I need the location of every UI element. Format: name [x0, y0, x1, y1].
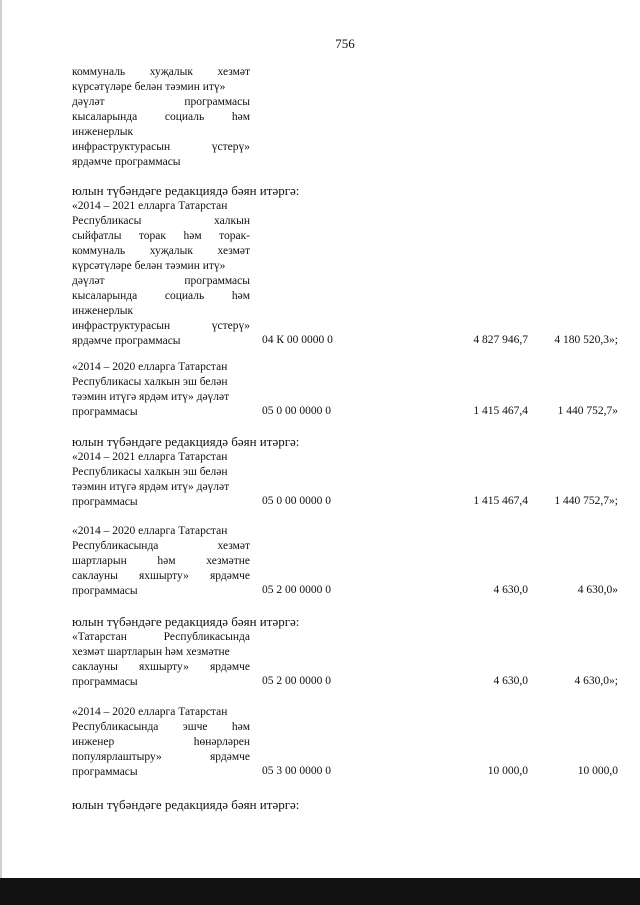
text-line: программасы — [72, 585, 138, 597]
amount-value-2: 4 180 520,3»; — [554, 334, 618, 346]
text-line: кысаларында социаль һәм — [72, 290, 250, 302]
text-line: шартларын һәм хезмәтне — [72, 555, 250, 567]
amount-value-2: 1 440 752,7» — [557, 405, 618, 417]
amount-value-1: 4 827 946,7 — [473, 334, 528, 346]
text-line: Республикасында эшче һәм — [72, 721, 250, 733]
amount-value-2: 4 630,0» — [577, 584, 618, 596]
program-name-block — [72, 360, 250, 420]
text-line: ярдәмче программасы — [72, 156, 181, 168]
text-line: инженерлык — [72, 305, 134, 317]
text-line: тәэмин итүгә ярдәм итү» дәүләт — [72, 481, 230, 493]
text-line: программасы — [72, 676, 138, 688]
text-line: Республикасы халкын — [72, 215, 250, 227]
scan-edge — [0, 0, 2, 905]
program-name-block — [72, 199, 250, 349]
text-line: «2014 – 2020 елларга Татарстан — [72, 525, 228, 537]
text-line: күрсәтүләре белән тәэмин итү» — [72, 81, 226, 93]
amendment-heading: юлын түбәндәге редакциядә бәян итәргә: — [72, 614, 300, 629]
text-line: хезмәт шартларын һәм хезмәтне — [72, 646, 230, 658]
budget-code: 05 3 00 0000 0 — [262, 765, 331, 777]
program-name-block — [72, 705, 250, 780]
program-name-block — [72, 630, 250, 690]
text-line: программасы — [72, 766, 138, 778]
text-line: популярлаштыру» ярдәмче — [72, 751, 250, 763]
amendment-heading: юлын түбәндәге редакциядә бәян итәргә: — [72, 183, 300, 198]
text-line: «2014 – 2020 елларга Татарстан — [72, 361, 228, 373]
program-name-block — [72, 65, 250, 170]
budget-code: 05 2 00 0000 0 — [262, 584, 331, 596]
text-line: инженер һөнәрләрен — [72, 736, 250, 748]
amount-value-2: 1 440 752,7»; — [554, 495, 618, 507]
text-line: ярдәмче программасы — [72, 335, 181, 347]
text-line: сыйфатлы торак һәм торак- — [72, 230, 250, 242]
amendment-heading: юлын түбәндәге редакциядә бәян итәргә: — [72, 434, 300, 449]
amount-value-2: 10 000,0 — [577, 765, 618, 777]
budget-code: 05 0 00 0000 0 — [262, 495, 331, 507]
budget-code: 05 2 00 0000 0 — [262, 675, 331, 687]
text-line: саклауны яхшырту» ярдәмче — [72, 570, 250, 582]
text-line: кысаларында социаль һәм — [72, 111, 250, 123]
amount-value-1: 4 630,0 — [493, 584, 528, 596]
amount-value-1: 10 000,0 — [487, 765, 528, 777]
amount-value-2: 4 630,0»; — [574, 675, 618, 687]
program-name-block — [72, 524, 250, 599]
budget-code: 05 0 00 0000 0 — [262, 405, 331, 417]
program-name-block — [72, 450, 250, 510]
scan-bottom-border — [0, 878, 640, 905]
text-line: дәүләт программасы — [72, 96, 250, 108]
text-line: инженерлык — [72, 126, 134, 138]
text-line: тәэмин итүгә ярдәм итү» дәүләт — [72, 391, 230, 403]
text-line: программасы — [72, 496, 138, 508]
amount-value-1: 1 415 467,4 — [473, 495, 528, 507]
text-line: инфраструктурасын үстерү» — [72, 320, 250, 332]
budget-code: 04 К 00 0000 0 — [262, 334, 333, 346]
text-line: инфраструктурасын үстерү» — [72, 141, 250, 153]
amount-value-1: 1 415 467,4 — [473, 405, 528, 417]
text-line: программасы — [72, 406, 138, 418]
text-line: «Татарстан Республикасында — [72, 631, 250, 643]
text-line: күрсәтүләре белән тәэмин итү» — [72, 260, 226, 272]
text-line: «2014 – 2020 елларга Татарстан — [72, 706, 228, 718]
text-line: «2014 – 2021 елларга Татарстан — [72, 451, 228, 463]
text-line: саклауны яхшырту» ярдәмче — [72, 661, 250, 673]
text-line: коммуналь хуҗалык хезмәт — [72, 245, 250, 257]
text-line: Республикасы халкын эш белән — [72, 376, 228, 388]
amendment-heading: юлын түбәндәге редакциядә бәян итәргә: — [72, 797, 300, 812]
text-line: Республикасы халкын эш белән — [72, 466, 228, 478]
text-line: коммуналь хуҗалык хезмәт — [72, 66, 250, 78]
text-line: «2014 – 2021 елларга Татарстан — [72, 200, 228, 212]
page-number: 756 — [335, 36, 355, 51]
text-line: Республикасында хезмәт — [72, 540, 250, 552]
amount-value-1: 4 630,0 — [493, 675, 528, 687]
text-line: дәүләт программасы — [72, 275, 250, 287]
